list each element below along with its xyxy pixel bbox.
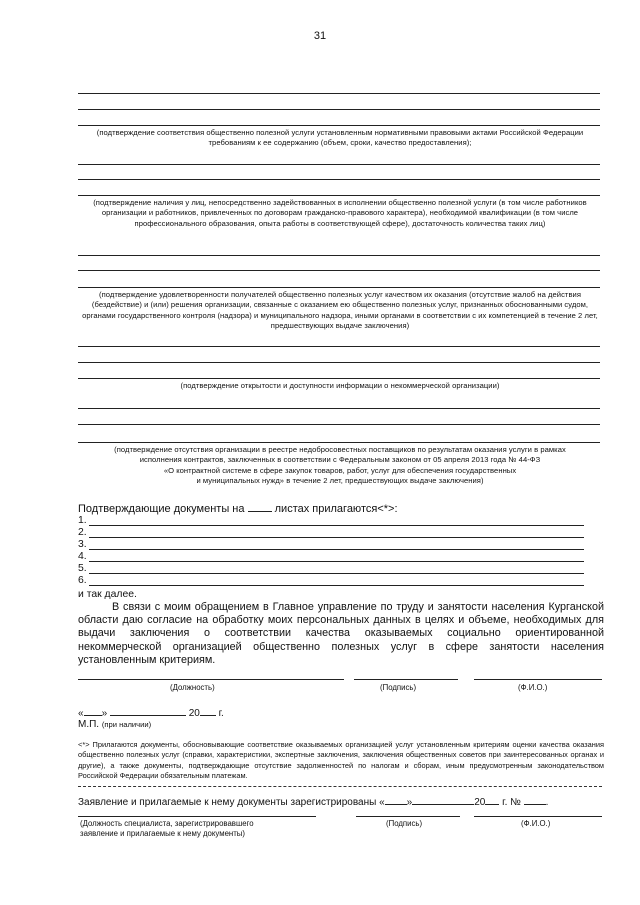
stamp-note: (при наличии) [101, 720, 152, 729]
reg-month-field[interactable] [412, 795, 474, 805]
attachments-suffix: листах прилагаются<*>: [274, 503, 398, 515]
caption-recipient-satisfaction: (подтверждение удовлетворенности получателей общественно полезных услуг качеством их оказания (отсутствие жалоб на действия (бездействие) и (или) решения организации, связанные с оказанием ею общественно полезных услуг, признанных обоснованными судом, органами государственного контроля (надзора) и муниципального надзора, иными органами в соответствии с их компетенцией в течение 2 лет, предшествующих выдаче заключения) [82, 290, 598, 331]
item-number: 3. [78, 539, 87, 550]
attachment-line[interactable] [78, 551, 87, 563]
quote: « [78, 708, 84, 719]
period: . [545, 797, 549, 808]
caption-service-requirements: (подтверждение соответствия общественно полезной услуги установленным нормативными правовыми актами Российской Федерации требованиям к ее содержанию (объем, сроки, качество предоставления); [96, 128, 584, 148]
caption-line: исполнения контрактов, заключенных в соответствии с Федеральным законом от 05 апреля 2013 года № 44-ФЗ [139, 455, 541, 465]
fill-line[interactable] [78, 362, 600, 363]
specialist-fio-line[interactable] [474, 816, 602, 817]
caption-line: «О контрактной системе в сфере закупок товаров, работ, услуг для обеспечения государственных [163, 465, 517, 475]
fill-line[interactable] [78, 109, 600, 110]
specialist-position-label: (Должность специалиста, зарегистрировавшего заявление и прилагаемые к нему документы) [80, 819, 254, 839]
quote: » [406, 797, 413, 808]
footnote: <*> Прилагаются документы, обосновывающие соответствие оказываемых организацией услуг установленным критериям оценки качества оказания общественно полезных услуг (справки, характеристики, экспертные заключения, заключения общественных советов при заинтересованных органах и другие), а также документы, подтверждающие отсутствие задолженностей по налогам и сборам, иным предусмотренным законодательством Российской Федерации обязательным платежам. [78, 740, 604, 781]
fill-line[interactable] [78, 287, 600, 288]
year-field[interactable] [200, 706, 216, 716]
position-line[interactable] [78, 679, 344, 680]
fill-line[interactable] [78, 270, 600, 271]
fill-line[interactable] [78, 408, 600, 409]
attachment-line[interactable] [78, 527, 87, 539]
specialist-signature-line[interactable] [356, 816, 460, 817]
sheets-count-field[interactable] [248, 502, 272, 512]
reg-year-field[interactable] [485, 795, 499, 805]
stamp-label: М.П. [78, 719, 100, 730]
attachment-line[interactable] [78, 539, 87, 551]
year-suffix: г. № [502, 797, 521, 808]
year-prefix: 20 [188, 708, 200, 719]
fill-line[interactable] [78, 424, 600, 425]
fill-line[interactable] [78, 195, 600, 196]
stamp-place [78, 718, 151, 731]
fill-line[interactable] [78, 164, 600, 165]
position-label: (Должность) [170, 683, 215, 692]
item-number: 5. [78, 563, 87, 574]
item-number: 6. [78, 575, 87, 586]
attachment-line[interactable] [78, 575, 87, 587]
year-suffix: г. [218, 708, 224, 719]
attachments-heading [78, 502, 398, 516]
specialist-signature-label: (Подпись) [386, 819, 423, 828]
item-number: 4. [78, 551, 87, 562]
quote: » [101, 708, 108, 719]
caption-line: (подтверждение отсутствия организации в реестре недобросовестных поставщиков по результатам оказания услуги в рамках [114, 445, 566, 454]
caption-supplier-registry [78, 445, 602, 487]
specialist-fio-label: (Ф.И.О.) [521, 819, 551, 828]
fill-line[interactable] [78, 93, 600, 94]
reg-number-field[interactable] [524, 795, 546, 805]
fio-line[interactable] [474, 679, 602, 680]
signature-line[interactable] [354, 679, 458, 680]
etc-text: и так далее. [78, 589, 137, 600]
caption-line: и муниципальных нужд» в течение 2 лет, предшествующих выдаче заключения) [196, 476, 484, 486]
reg-day-field[interactable] [385, 795, 407, 805]
separator [78, 786, 602, 787]
signature-label: (Подпись) [380, 683, 417, 692]
month-field[interactable] [110, 706, 186, 716]
consent-paragraph: В связи с моим обращением в Главное управление по труду и занятости населения Курганской области даю согласие на обработку моих персональных данных в целях и объеме, необходимых для выдачи заключения о соответствии качества оказываемых социально ориентированной некоммерческой организацией общественно полезных услуг в сфере занятости населения установленным критериям. [78, 601, 604, 666]
fill-line[interactable] [78, 378, 600, 379]
fill-line[interactable] [78, 179, 600, 180]
item-number: 1. [78, 515, 87, 526]
registration-text: Заявление и прилагаемые к нему документы зарегистрированы « [78, 797, 385, 808]
attachment-line[interactable] [78, 563, 87, 575]
page-number: 31 [313, 30, 327, 42]
attachment-line[interactable] [78, 515, 87, 527]
caption-openness: (подтверждение открытости и доступности информации о некоммерческой организации) [180, 381, 500, 390]
caption-staff-qualification: (подтверждение наличия у лиц, непосредственно задействованных в исполнении общественно полезной услуги (в том числе работников организации и работников, привлеченных по договорам гражданско-правового характера), необходимой квалификации (в том числе профессионального образования, опыта работы в соответствующей сфере), достаточность количества таких лиц) [93, 198, 587, 228]
fill-line[interactable] [78, 442, 600, 443]
specialist-position-line[interactable] [78, 816, 316, 817]
registration-line [78, 795, 548, 809]
year-prefix: 20 [474, 797, 486, 808]
day-field[interactable] [84, 706, 102, 716]
item-number: 2. [78, 527, 87, 538]
fill-line[interactable] [78, 125, 600, 126]
fio-label: (Ф.И.О.) [518, 683, 548, 692]
attachments-prefix: Подтверждающие документы на [78, 503, 245, 515]
fill-line[interactable] [78, 255, 600, 256]
fill-line[interactable] [78, 346, 600, 347]
